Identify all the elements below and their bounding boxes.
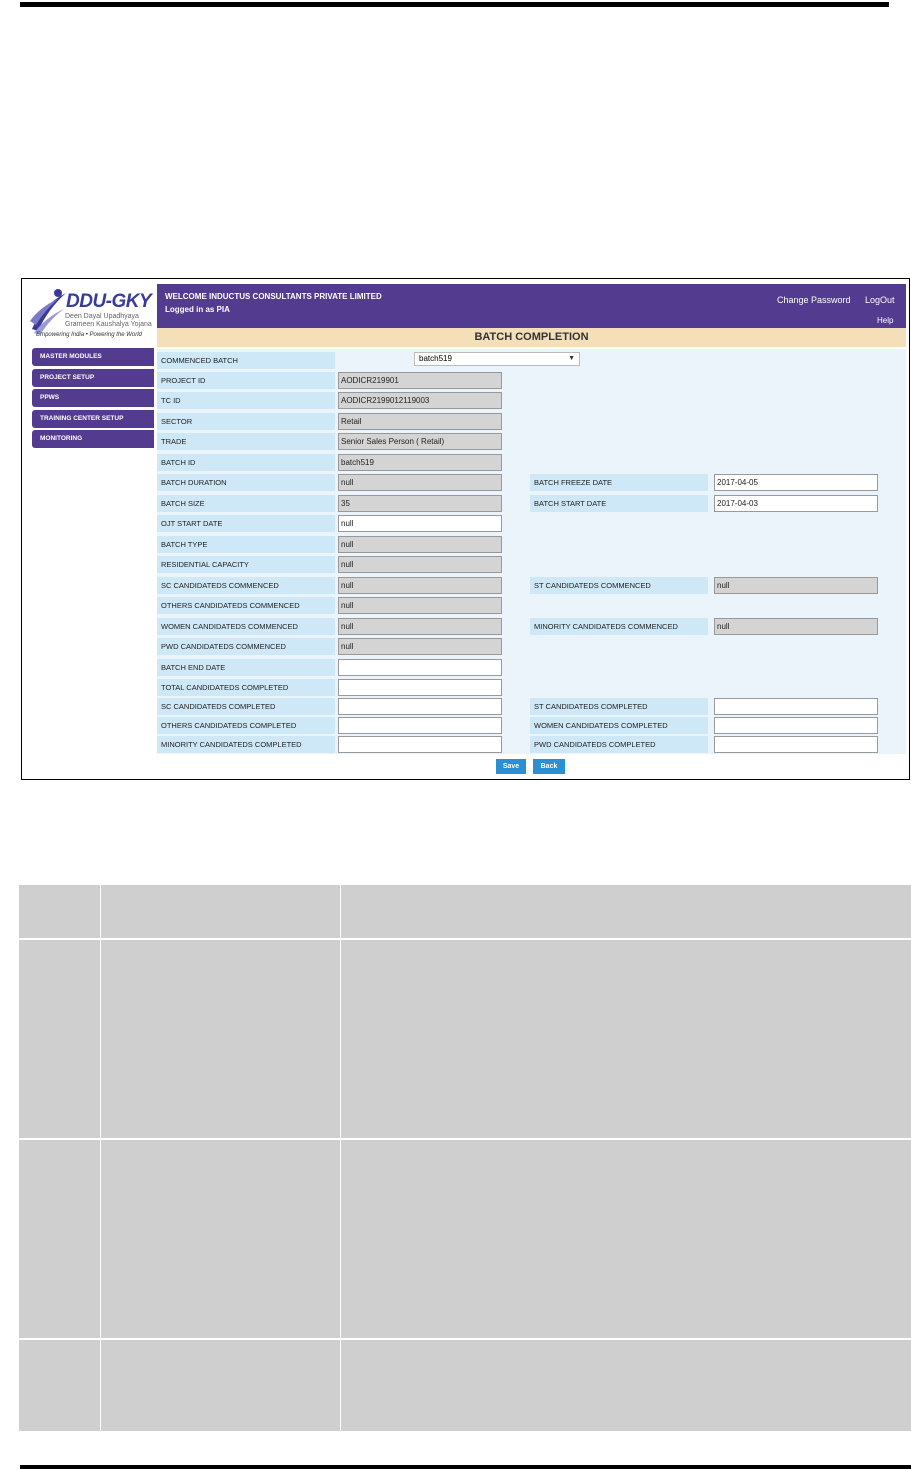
chevron-down-icon: ▼ [568, 355, 575, 362]
others-commenced-label: OTHERS CANDIDATEDS COMMENCED [157, 597, 335, 614]
batch-freeze-date-label: BATCH FREEZE DATE [530, 474, 708, 491]
table-column-divider [100, 885, 101, 1431]
pwd-commenced-field: null [338, 638, 502, 655]
others-completed-field[interactable] [338, 717, 502, 734]
logo-subtitle [65, 313, 152, 329]
batch-end-date-field[interactable] [338, 659, 502, 676]
women-completed-field[interactable] [714, 717, 878, 734]
pwd-completed-label: PWD CANDIDATEDS COMPLETED [530, 736, 708, 753]
batch-id-label: BATCH ID [157, 454, 335, 471]
table-row-divider [19, 938, 911, 940]
st-commenced-field: null [714, 577, 878, 594]
table-column-divider [340, 885, 341, 1431]
logo-subtitle-line1: Deen Dayal Upadhyaya [65, 313, 139, 320]
total-completed-label: TOTAL CANDIDATEDS COMPLETED [157, 679, 335, 696]
sidebar-item-monitoring[interactable]: MONITORING [32, 430, 154, 448]
sidebar-item-project-setup[interactable]: PROJECT SETUP [32, 369, 154, 387]
batch-duration-field: null [338, 474, 502, 491]
help-link[interactable]: Help [877, 316, 894, 325]
women-commenced-label: WOMEN CANDIDATEDS COMMENCED [157, 618, 335, 635]
welcome-text: WELCOME INDUCTUS CONSULTANTS PRIVATE LIMITED [165, 292, 382, 301]
sidebar-item-ppws[interactable]: PPWS [32, 389, 154, 407]
sidebar-item-training-center-setup[interactable]: TRAINING CENTER SETUP [32, 410, 154, 428]
st-completed-label: ST CANDIDATEDS COMPLETED [530, 698, 708, 715]
trade-field: Senior Sales Person ( Retail) [338, 433, 502, 450]
ojt-start-date-label: OJT START DATE [157, 515, 335, 532]
commenced-batch-label: COMMENCED BATCH [157, 352, 335, 369]
table-row-divider [19, 1138, 911, 1140]
batch-duration-label: BATCH DURATION [157, 474, 335, 491]
page-title: BATCH COMPLETION [157, 328, 906, 347]
logo [22, 279, 156, 349]
sc-commenced-field: null [338, 577, 502, 594]
ojt-start-date-field[interactable]: null [338, 515, 502, 532]
logo-tagline: Empowering India • Powering the World [36, 332, 142, 338]
bottom-rule [20, 1465, 911, 1469]
batch-type-label: BATCH TYPE [157, 536, 335, 553]
sc-commenced-label: SC CANDIDATEDS COMMENCED [157, 577, 335, 594]
sidebar-item-master-modules[interactable]: MASTER MODULES [32, 348, 154, 366]
batch-freeze-date-field[interactable]: 2017-04-05 [714, 474, 878, 491]
application-screenshot [21, 278, 910, 780]
sidebar [32, 348, 154, 451]
batch-size-field: 35 [338, 495, 502, 512]
minority-commenced-label: MINORITY CANDIDATEDS COMMENCED [530, 618, 708, 635]
logo-swoosh-icon [28, 285, 68, 335]
logged-in-text: Logged in as PIA [165, 305, 230, 314]
tc-id-field: AODICR2199012119003 [338, 392, 502, 409]
header-bar [157, 284, 906, 328]
others-completed-label: OTHERS CANDIDATEDS COMPLETED [157, 717, 335, 734]
table-row-divider [19, 1338, 911, 1340]
residential-capacity-field: null [338, 556, 502, 573]
sc-completed-field[interactable] [338, 698, 502, 715]
top-rule [20, 2, 889, 7]
st-commenced-label: ST CANDIDATEDS COMMENCED [530, 577, 708, 594]
back-button[interactable]: Back [533, 759, 565, 774]
batch-start-date-field[interactable]: 2017-04-03 [714, 495, 878, 512]
logo-subtitle-line2: Grameen Kaushalya Yojana [65, 321, 152, 328]
total-completed-field[interactable] [338, 679, 502, 696]
sector-label: SECTOR [157, 413, 335, 430]
batch-size-label: BATCH SIZE [157, 495, 335, 512]
save-button[interactable]: Save [496, 759, 526, 774]
batch-type-field: null [338, 536, 502, 553]
residential-capacity-label: RESIDENTIAL CAPACITY [157, 556, 335, 573]
commenced-batch-value: batch519 [419, 354, 452, 363]
sector-field: Retail [338, 413, 502, 430]
tc-id-label: TC ID [157, 392, 335, 409]
sc-completed-label: SC CANDIDATEDS COMPLETED [157, 698, 335, 715]
minority-completed-field[interactable] [338, 736, 502, 753]
commenced-batch-select[interactable] [414, 352, 580, 366]
trade-label: TRADE [157, 433, 335, 450]
women-commenced-field: null [338, 618, 502, 635]
minority-commenced-field: null [714, 618, 878, 635]
women-completed-label: WOMEN CANDIDATEDS COMPLETED [530, 717, 708, 734]
pwd-commenced-label: PWD CANDIDATEDS COMMENCED [157, 638, 335, 655]
minority-completed-label: MINORITY CANDIDATEDS COMPLETED [157, 736, 335, 753]
batch-id-field: batch519 [338, 454, 502, 471]
pwd-completed-field[interactable] [714, 736, 878, 753]
description-table [19, 885, 911, 1431]
logo-title: DDU-GKY [66, 291, 152, 312]
st-completed-field[interactable] [714, 698, 878, 715]
project-id-field: AODICR219901 [338, 372, 502, 389]
logout-link[interactable]: LogOut [865, 295, 895, 305]
others-commenced-field: null [338, 597, 502, 614]
batch-end-date-label: BATCH END DATE [157, 659, 335, 676]
change-password-link[interactable]: Change Password [777, 295, 851, 305]
batch-start-date-label: BATCH START DATE [530, 495, 708, 512]
project-id-label: PROJECT ID [157, 372, 335, 389]
